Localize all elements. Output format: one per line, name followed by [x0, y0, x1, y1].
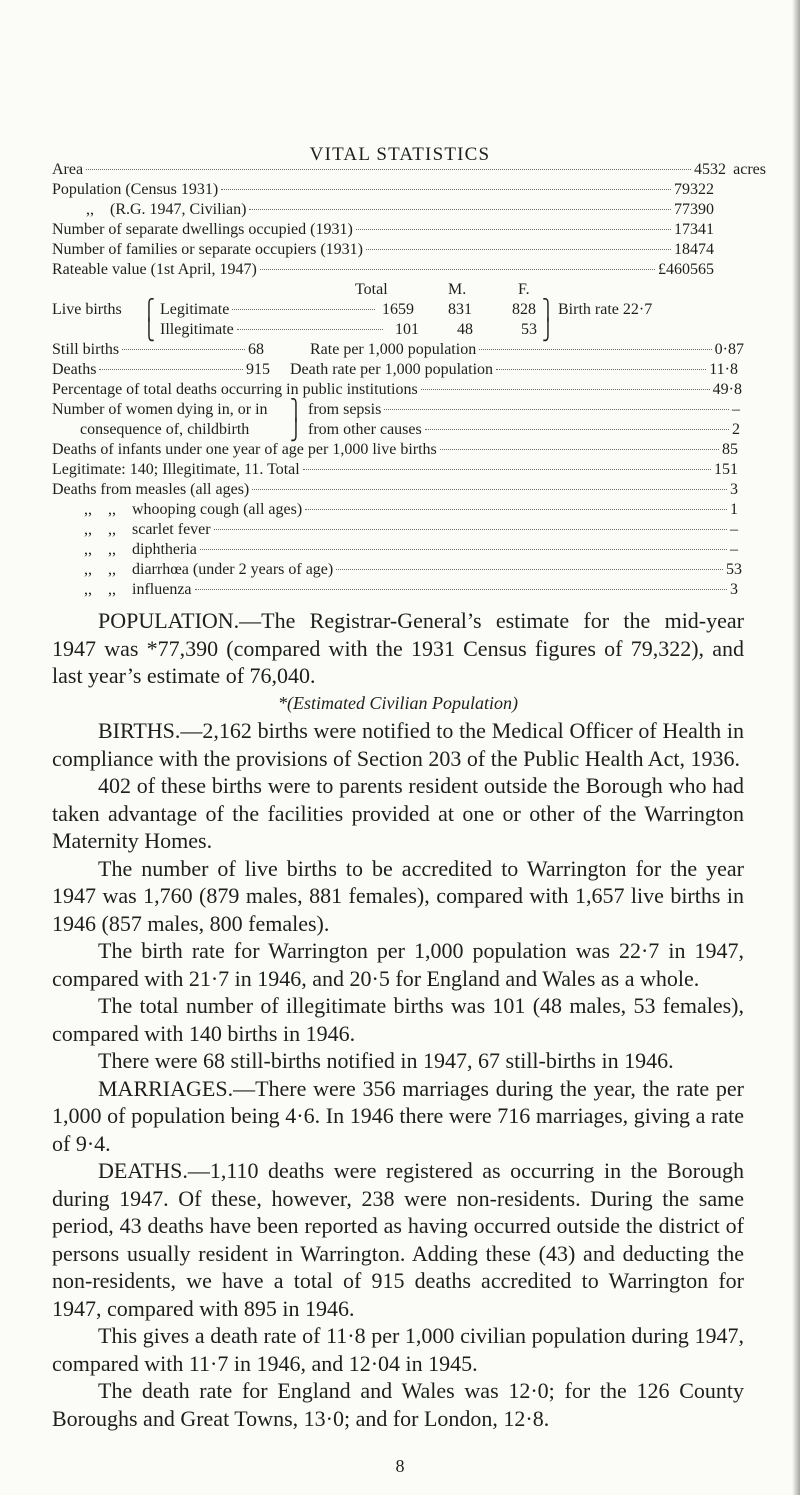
rate-label: Death rate per 1,000 population	[290, 361, 494, 378]
row-label: whooping cough (all ages)	[132, 501, 303, 518]
paragraph-births: BIRTHS.—2,162 births were notified to the Medical Officer of Health in compliance with the provisions of Section 203 of the Public Health Act, 1936.	[52, 718, 744, 771]
ditto-mark: ,,	[84, 501, 92, 518]
paragraph-deaths: This gives a death rate of 11·8 per 1,000 civilian population during 1947, compared with 11·7 in 1946, and 12·04 in 1945.	[52, 1323, 744, 1376]
stat-value: 77390	[674, 201, 714, 218]
page-number: 8	[395, 1456, 405, 1476]
stat-label: Population (Census 1931)	[52, 181, 219, 198]
stat-value: 18474	[674, 241, 714, 258]
deaths-rate-row	[290, 360, 738, 380]
legit-total-value: 151	[714, 461, 738, 478]
deaths-count: 915	[246, 361, 270, 378]
disease-row-measles	[52, 480, 738, 500]
disease-row	[52, 520, 738, 540]
disease-value: –	[730, 521, 738, 538]
stat-unit: acres	[733, 161, 766, 178]
stat-label: (R.G. 1947, Civilian)	[110, 201, 247, 218]
row-label: Deaths	[52, 361, 97, 378]
ditto-mark: ,,	[108, 501, 116, 518]
live-births-illegitimate	[160, 320, 386, 340]
row-label: from other causes	[308, 421, 422, 438]
paragraph-marriages: MARRIAGES.—There were 356 marriages during the year, the rate per 1,000 of population being 4·6. In 1946 there were 716 marriages, giving a rate of 9·4.	[52, 1075, 744, 1156]
row-label: Still births	[52, 341, 120, 358]
measles-value: 3	[730, 481, 738, 498]
disease-row	[52, 580, 738, 600]
brace-left-bottom: ⎩	[143, 317, 155, 342]
paragraph-deaths: The death rate for England and Wales was 12·0; for the 126 County Boroughs and Great Towns, 13·0; and for London, 12·8.	[52, 1378, 744, 1431]
pct-value: 49·8	[712, 381, 742, 398]
maternal-brace-top: ⎫	[290, 397, 302, 422]
row-label: from sepsis	[308, 401, 382, 418]
ditto-mark: ,,	[84, 541, 92, 558]
illegitimate-total: 101	[395, 321, 419, 338]
stat-row-rateable-value	[52, 260, 714, 280]
maternal-other-row	[308, 420, 740, 440]
ditto-mark: ,,	[84, 521, 92, 538]
col-header-m: M.	[448, 281, 467, 298]
brace-right-bottom: ⎭	[542, 317, 554, 342]
footnote-estimated: *(Estimated Civilian Population)	[278, 692, 518, 713]
row-label: diphtheria	[132, 541, 197, 558]
maternal-brace-bottom: ⎭	[290, 417, 302, 442]
paragraph-births: The birth rate for Warrington per 1,000 population was 22·7 in 1947, compared with 21·7 in 1946, and 20·5 for England and Wales as a whole.	[52, 938, 744, 991]
ditto-mark: ,,	[84, 581, 92, 598]
paragraph-births: The total number of illegitimate births was 101 (48 males, 53 females), compared with 140 births in 1946.	[52, 993, 744, 1046]
stat-value: £460565	[658, 261, 714, 278]
ditto-mark: ,,	[108, 521, 116, 538]
legitimate-m: 831	[448, 301, 472, 318]
maternal-line2: consequence of, childbirth	[80, 421, 250, 438]
illegitimate-f: 53	[521, 321, 537, 338]
stat-value: 79322	[674, 181, 714, 198]
stat-value: 4532	[694, 161, 726, 178]
ditto-mark: ,,	[108, 581, 116, 598]
row-label: diarrhœa (under 2 years of age)	[132, 561, 334, 578]
disease-row	[52, 500, 738, 520]
birth-rate: Birth rate 22·7	[558, 301, 653, 318]
row-label: scarlet fever	[132, 521, 211, 538]
legitimate-total: 1659	[382, 301, 414, 318]
deaths-row	[52, 360, 270, 380]
stat-value: 17341	[674, 221, 714, 238]
col-header-total: Total	[355, 281, 388, 298]
still-births-count: 68	[248, 341, 264, 358]
paragraph-births: There were 68 still-births notified in 1947, 67 still-births in 1946.	[98, 1048, 674, 1073]
disease-value: 1	[730, 501, 738, 518]
row-label: Legitimate: 140; Illegitimate, 11. Total	[52, 461, 300, 478]
infant-value: 85	[722, 441, 738, 458]
stat-label: Number of separate dwellings occupied (1931)	[52, 221, 353, 238]
legit-total-row	[52, 460, 738, 480]
col-header-f: F.	[518, 281, 530, 298]
disease-value: 53	[726, 561, 742, 578]
maternal-sepsis-row	[308, 400, 740, 420]
stat-row-families	[52, 240, 714, 260]
stat-label: Rateable value (1st April, 1947)	[52, 261, 257, 278]
page-title: VITAL STATISTICS	[309, 144, 491, 165]
stat-label: Area	[52, 161, 84, 178]
live-births-label: Live births	[52, 301, 122, 318]
row-label: Deaths of infants under one year of age per 1,000 live births	[52, 441, 437, 458]
stat-row-population-rg	[52, 200, 714, 220]
live-births-legitimate	[160, 300, 378, 320]
row-label: Illegitimate	[160, 321, 234, 338]
brace-left-top: ⎧	[143, 297, 155, 322]
row-label: influenza	[132, 581, 192, 598]
disease-value: 3	[730, 581, 738, 598]
ditto-mark: ,,	[84, 561, 92, 578]
page-edge-shadow	[792, 0, 800, 1495]
legitimate-f: 828	[512, 301, 536, 318]
stat-row-population-1931	[52, 180, 714, 200]
stat-label: Number of families or separate occupiers (1931)	[52, 241, 363, 258]
paragraph-deaths: DEATHS.—1,110 deaths were registered as occurring in the Borough during 1947. Of these, however, 238 were non-residents. During the same period, 43 deaths have been reported as having occurred outside the district of persons usually resident in Warrington. Adding these (43) and deducting the non-residents, we have a total of 915 deaths accredited to Warrington for 1947, compared with 895 in 1946.	[52, 1158, 744, 1321]
paragraph-population: POPULATION.—The Registrar-General’s estimate for the mid-year 1947 was *77,390 (compared with the 1931 Census figures of 79,322), and last year’s estimate of 76,040.	[52, 608, 744, 688]
illegitimate-m: 48	[457, 321, 473, 338]
pct-public-institutions-row	[52, 380, 742, 400]
rate-label: Rate per 1,000 population	[310, 341, 477, 358]
paragraph-births: The number of live births to be accredited to Warrington for the year 1947 was 1,760 (879 males, 881 females), compared with 1,657 live births in 1946 (857 males, 800 females).	[52, 855, 744, 936]
row-label: Deaths from measles (all ages)	[52, 481, 250, 498]
infant-deaths-row	[52, 440, 738, 460]
disease-row	[52, 540, 738, 560]
disease-row	[52, 560, 742, 580]
still-births-row	[52, 340, 264, 360]
death-rate: 11·8	[709, 361, 738, 378]
disease-value: –	[730, 541, 738, 558]
paragraph-births: 402 of these births were to parents resident outside the Borough who had taken advantage of the facilities provided at one or other of the Warrington Maternity Homes.	[52, 773, 744, 853]
row-label: Percentage of total deaths occurring in public institutions	[52, 381, 418, 398]
stat-row-dwellings	[52, 220, 714, 240]
report-body	[52, 607, 744, 1432]
still-births-rate: 0·87	[714, 341, 744, 358]
maternal-line1: Number of women dying in, or in	[52, 401, 268, 418]
ditto-mark: ,,	[86, 201, 94, 218]
sepsis-value: –	[732, 401, 740, 418]
ditto-mark: ,,	[108, 541, 116, 558]
ditto-mark: ,,	[108, 561, 116, 578]
still-births-rate-row	[310, 340, 744, 360]
row-label: Legitimate	[160, 301, 230, 318]
stat-row-area	[52, 160, 766, 180]
brace-right-top: ⎫	[542, 297, 554, 322]
other-causes-value: 2	[732, 421, 740, 438]
